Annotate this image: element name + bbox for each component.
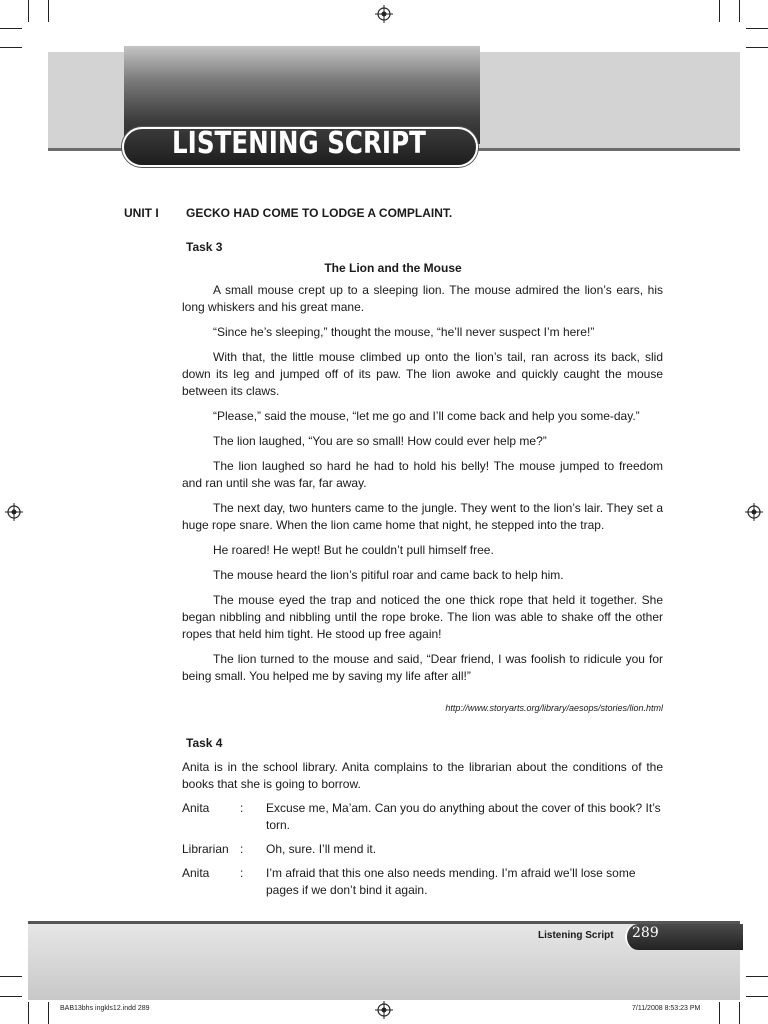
print-slug-file: BAB13bhs ingkls12.indd 289 <box>60 1005 150 1012</box>
print-slug-date: 7/11/2008 8:53:23 PM <box>632 1005 701 1012</box>
story-paragraph: The mouse heard the lion’s pitiful roar and came back to help him. <box>213 568 564 582</box>
crop-mark <box>0 996 22 997</box>
dialogue <box>182 800 663 906</box>
crop-mark <box>746 47 768 48</box>
task-4-label: Task 4 <box>186 736 223 750</box>
crop-mark <box>48 0 49 22</box>
separator: : <box>240 842 244 856</box>
speaker: Anita <box>182 801 210 815</box>
page-number: 289 <box>632 925 659 941</box>
separator: : <box>240 801 244 815</box>
speech: Excuse me, Ma’am. Can you do anything about the cover of this book? It’s torn. <box>266 801 661 832</box>
task-4-intro: Anita is in the school library. Anita complains to the librarian about the conditions of the books that she is going to borrow. <box>182 760 663 791</box>
story-paragraph: “Since he’s sleeping,” thought the mouse, “he’ll never suspect I’m here!” <box>213 325 595 339</box>
dialogue-line <box>182 800 663 834</box>
story-text <box>182 282 663 693</box>
registration-mark-icon <box>375 1001 393 1019</box>
footer-rule <box>28 921 740 924</box>
dialogue-line <box>182 865 663 899</box>
registration-mark-icon <box>375 5 393 23</box>
crop-mark <box>719 0 720 22</box>
unit-label: UNIT I <box>124 206 159 220</box>
speech: I’m afraid that this one also needs mending. I’m afraid we’ll lose some pages if we don’t bind it again. <box>266 866 636 897</box>
crop-mark <box>739 0 740 22</box>
crop-mark <box>28 0 29 22</box>
separator: : <box>240 866 244 880</box>
story-paragraph: He roared! He wept! But he couldn’t pull himself free. <box>213 543 494 557</box>
unit-title: GECKO HAD COME TO LODGE A COMPLAINT. <box>186 206 453 220</box>
story-paragraph: The lion turned to the mouse and said, “Dear friend, I was foolish to ridicule you for being small. You helped me by saving my life after all!” <box>182 652 663 683</box>
speech: Oh, sure. I’ll mend it. <box>266 842 377 856</box>
crop-mark <box>746 28 768 29</box>
story-paragraph: The mouse eyed the trap and noticed the one thick rope that held it together. She began nibbling and nibbling until the rope broke. The lion was able to shake off the other ropes that held him tight. He stood up free again! <box>182 593 663 641</box>
registration-mark-icon <box>745 503 763 521</box>
registration-mark-icon <box>5 503 23 521</box>
crop-mark <box>28 1002 29 1024</box>
crop-mark <box>0 976 22 977</box>
crop-mark <box>0 28 22 29</box>
story-paragraph: With that, the little mouse climbed up onto the lion’s tail, ran across its back, slid down its leg and jumped off of its paw. The lion awoke and quickly caught the mouse between its claws. <box>182 350 663 398</box>
crop-mark <box>746 976 768 977</box>
speaker: Anita <box>182 866 210 880</box>
footer-section-label: Listening Script <box>538 930 614 941</box>
story-paragraph: The lion laughed so hard he had to hold his belly! The mouse jumped to freedom and ran until she was far, far away. <box>182 459 663 490</box>
crop-mark <box>48 1002 49 1024</box>
source-link[interactable]: http://www.storyarts.org/library/aesops/stories/lion.html <box>445 703 663 713</box>
crop-mark <box>719 1002 720 1024</box>
page-title: LISTENING SCRIPT <box>172 126 426 161</box>
story-paragraph: “Please,” said the mouse, “let me go and I’ll come back and help you some-day.” <box>213 409 640 423</box>
story-paragraph: The lion laughed, “You are so small! How could ever help me?” <box>213 434 547 448</box>
crop-mark <box>739 1002 740 1024</box>
crop-mark <box>0 47 22 48</box>
story-paragraph: The next day, two hunters came to the jungle. They went to the lion’s lair. They set a huge rope snare. When the lion came home that night, he stepped into the trap. <box>182 501 663 532</box>
story-paragraph: A small mouse crept up to a sleeping lion. The mouse admired the lion’s ears, his long whiskers and his great mane. <box>182 283 663 314</box>
crop-mark <box>746 996 768 997</box>
speaker: Librarian <box>182 842 229 856</box>
dialogue-line <box>182 841 663 858</box>
task-3-label: Task 3 <box>186 240 223 254</box>
story-title: The Lion and the Mouse <box>324 261 462 275</box>
